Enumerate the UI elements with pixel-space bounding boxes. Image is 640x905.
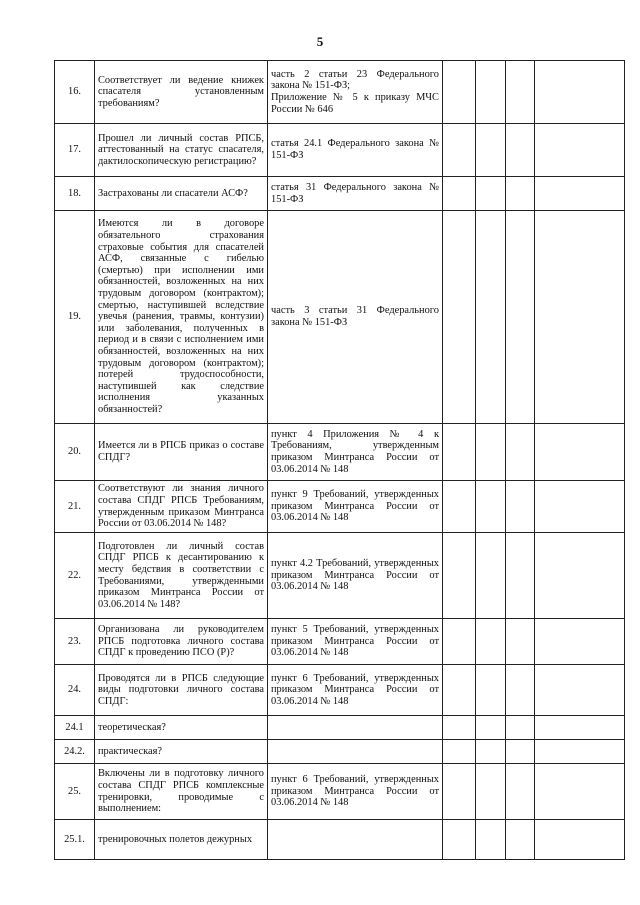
reference-cell <box>268 211 443 424</box>
row-number: 16. <box>55 61 95 124</box>
answer-cell[interactable] <box>476 820 506 860</box>
reference-line: пункт 9 Требований, утвержденных приказом Минтранса России от 03.06.2014 № 148 <box>271 489 439 524</box>
row-number: 25.1. <box>55 820 95 860</box>
reference-line: часть 3 статьи 31 Федерального закона № 151-ФЗ <box>271 305 439 328</box>
reference-cell <box>268 764 443 820</box>
question-cell: Прошел ли личный состав РПСБ, аттестованный на статус спасателя, дактилоскопическую регистрацию? <box>95 124 268 177</box>
answer-cell[interactable] <box>476 61 506 124</box>
table-row <box>55 211 625 424</box>
answer-cell[interactable] <box>476 619 506 665</box>
table-row <box>55 533 625 619</box>
reference-line: пункт 4 Приложения № 4 к Требованиям, утвержденным приказом Минтранса России от 03.06.2014 № 148 <box>271 428 439 475</box>
answer-cell[interactable] <box>506 424 535 481</box>
reference-cell <box>268 61 443 124</box>
answer-cell[interactable] <box>535 61 625 124</box>
answer-cell[interactable] <box>535 481 625 533</box>
table-row <box>55 716 625 740</box>
answer-cell[interactable] <box>443 211 476 424</box>
answer-cell[interactable] <box>535 533 625 619</box>
answer-cell[interactable] <box>506 820 535 860</box>
answer-cell[interactable] <box>476 481 506 533</box>
answer-cell[interactable] <box>443 740 476 764</box>
question-cell: Проводятся ли в РПСБ следующие виды подготовки личного состава СПДГ: <box>95 665 268 716</box>
table-row <box>55 424 625 481</box>
row-number: 19. <box>55 211 95 424</box>
answer-cell[interactable] <box>506 61 535 124</box>
answer-cell[interactable] <box>476 716 506 740</box>
reference-line: часть 2 статьи 23 Федерального закона № 151-ФЗ; <box>271 68 439 92</box>
question-cell: практическая? <box>95 740 268 764</box>
answer-cell[interactable] <box>476 424 506 481</box>
answer-cell[interactable] <box>443 533 476 619</box>
question-cell: Организована ли руководителем РПСБ подготовка личного состава СПДГ к проведению ПСО (Р)? <box>95 619 268 665</box>
reference-cell <box>268 619 443 665</box>
answer-cell[interactable] <box>476 764 506 820</box>
reference-cell <box>268 740 443 764</box>
reference-cell <box>268 124 443 177</box>
answer-cell[interactable] <box>443 424 476 481</box>
row-number: 21. <box>55 481 95 533</box>
answer-cell[interactable] <box>535 424 625 481</box>
reference-cell <box>268 665 443 716</box>
answer-cell[interactable] <box>535 124 625 177</box>
answer-cell[interactable] <box>443 764 476 820</box>
answer-cell[interactable] <box>443 177 476 211</box>
answer-cell[interactable] <box>535 764 625 820</box>
checklist-table <box>54 60 625 860</box>
reference-line: пункт 5 Требований, утвержденных приказом Минтранса России от 03.06.2014 № 148 <box>271 624 439 659</box>
question-cell: Имеется ли в РПСБ приказ о составе СПДГ? <box>95 424 268 481</box>
reference-line: пункт 6 Требований, утвержденных приказом Минтранса России от 03.06.2014 № 148 <box>271 672 439 707</box>
answer-cell[interactable] <box>476 533 506 619</box>
reference-cell <box>268 177 443 211</box>
answer-cell[interactable] <box>443 124 476 177</box>
table-row <box>55 740 625 764</box>
reference-cell <box>268 533 443 619</box>
answer-cell[interactable] <box>506 764 535 820</box>
answer-cell[interactable] <box>506 665 535 716</box>
answer-cell[interactable] <box>506 740 535 764</box>
row-number: 24. <box>55 665 95 716</box>
reference-line: статья 31 Федерального закона № 151-ФЗ <box>271 181 439 205</box>
row-number: 18. <box>55 177 95 211</box>
answer-cell[interactable] <box>476 665 506 716</box>
row-number: 24.1 <box>55 716 95 740</box>
answer-cell[interactable] <box>443 665 476 716</box>
table-row <box>55 665 625 716</box>
row-number: 23. <box>55 619 95 665</box>
answer-cell[interactable] <box>506 533 535 619</box>
reference-line: пункт 6 Требований, утвержденных приказом Минтранса России от 03.06.2014 № 148 <box>271 774 439 809</box>
table-row <box>55 61 625 124</box>
answer-cell[interactable] <box>506 481 535 533</box>
answer-cell[interactable] <box>476 124 506 177</box>
answer-cell[interactable] <box>535 716 625 740</box>
question-cell: Соответствуют ли знания личного состава СПДГ РПСБ Требованиям, утвержденным приказом Минтранса России от 03.06.2014 № 148? <box>95 481 268 533</box>
reference-cell <box>268 820 443 860</box>
answer-cell[interactable] <box>476 740 506 764</box>
question-cell: теоретическая? <box>95 716 268 740</box>
row-number: 22. <box>55 533 95 619</box>
question-cell: Включены ли в подготовку личного состава СПДГ РПСБ комплексные тренировки, проводимые с выполнением: <box>95 764 268 820</box>
answer-cell[interactable] <box>476 177 506 211</box>
table-row <box>55 764 625 820</box>
answer-cell[interactable] <box>535 211 625 424</box>
answer-cell[interactable] <box>443 619 476 665</box>
row-number: 17. <box>55 124 95 177</box>
answer-cell[interactable] <box>535 177 625 211</box>
question-cell: тренировочных полетов дежурных <box>95 820 268 860</box>
answer-cell[interactable] <box>535 665 625 716</box>
question-cell: Подготовлен ли личный состав СПДГ РПСБ к десантированию к месту бедствия в соответствии с Требованиями, утвержденными приказом Минтранса России от 03.06.2014 № 148? <box>95 533 268 619</box>
table-row <box>55 124 625 177</box>
reference-cell <box>268 424 443 481</box>
answer-cell[interactable] <box>443 820 476 860</box>
question-cell: Имеются ли в договоре обязательного страхования страховые события для спасателей АСФ, связанные с гибелью (смертью) при исполнении ими обязанностей, возложенных на них трудовым договором (контрактом); смертью, наступившей вследствие увечья (ранения, травмы, контузии) или заболевания, полученных в период и в связи с исполнением ими обязанностей, возложенных на них трудовым договором (контрактом); потерей трудоспособности, наступившей как следствие исполнения указанных обязанностей? <box>95 211 268 424</box>
answer-cell[interactable] <box>535 740 625 764</box>
row-number: 20. <box>55 424 95 481</box>
reference-line: пункт 4.2 Требований, утвержденных приказом Минтранса России от 03.06.2014 № 148 <box>271 558 439 593</box>
question-cell: Застрахованы ли спасатели АСФ? <box>95 177 268 211</box>
answer-cell[interactable] <box>506 716 535 740</box>
row-number: 25. <box>55 764 95 820</box>
answer-cell[interactable] <box>443 716 476 740</box>
page-number: 5 <box>316 34 324 49</box>
answer-cell[interactable] <box>506 619 535 665</box>
answer-cell[interactable] <box>506 211 535 424</box>
row-number: 24.2. <box>55 740 95 764</box>
table-row <box>55 481 625 533</box>
reference-line: Приложение № 5 к приказу МЧС России № 646 <box>271 92 439 115</box>
reference-cell <box>268 716 443 740</box>
answer-cell[interactable] <box>535 820 625 860</box>
answer-cell[interactable] <box>476 211 506 424</box>
reference-cell <box>268 481 443 533</box>
table-row <box>55 177 625 211</box>
question-cell: Соответствует ли ведение книжек спасателя установленным требованиям? <box>95 61 268 124</box>
answer-cell[interactable] <box>443 61 476 124</box>
answer-cell[interactable] <box>506 177 535 211</box>
table-row <box>55 820 625 860</box>
answer-cell[interactable] <box>443 481 476 533</box>
answer-cell[interactable] <box>535 619 625 665</box>
reference-line: статья 24.1 Федерального закона № 151-ФЗ <box>271 138 439 161</box>
table-row <box>55 619 625 665</box>
answer-cell[interactable] <box>506 124 535 177</box>
